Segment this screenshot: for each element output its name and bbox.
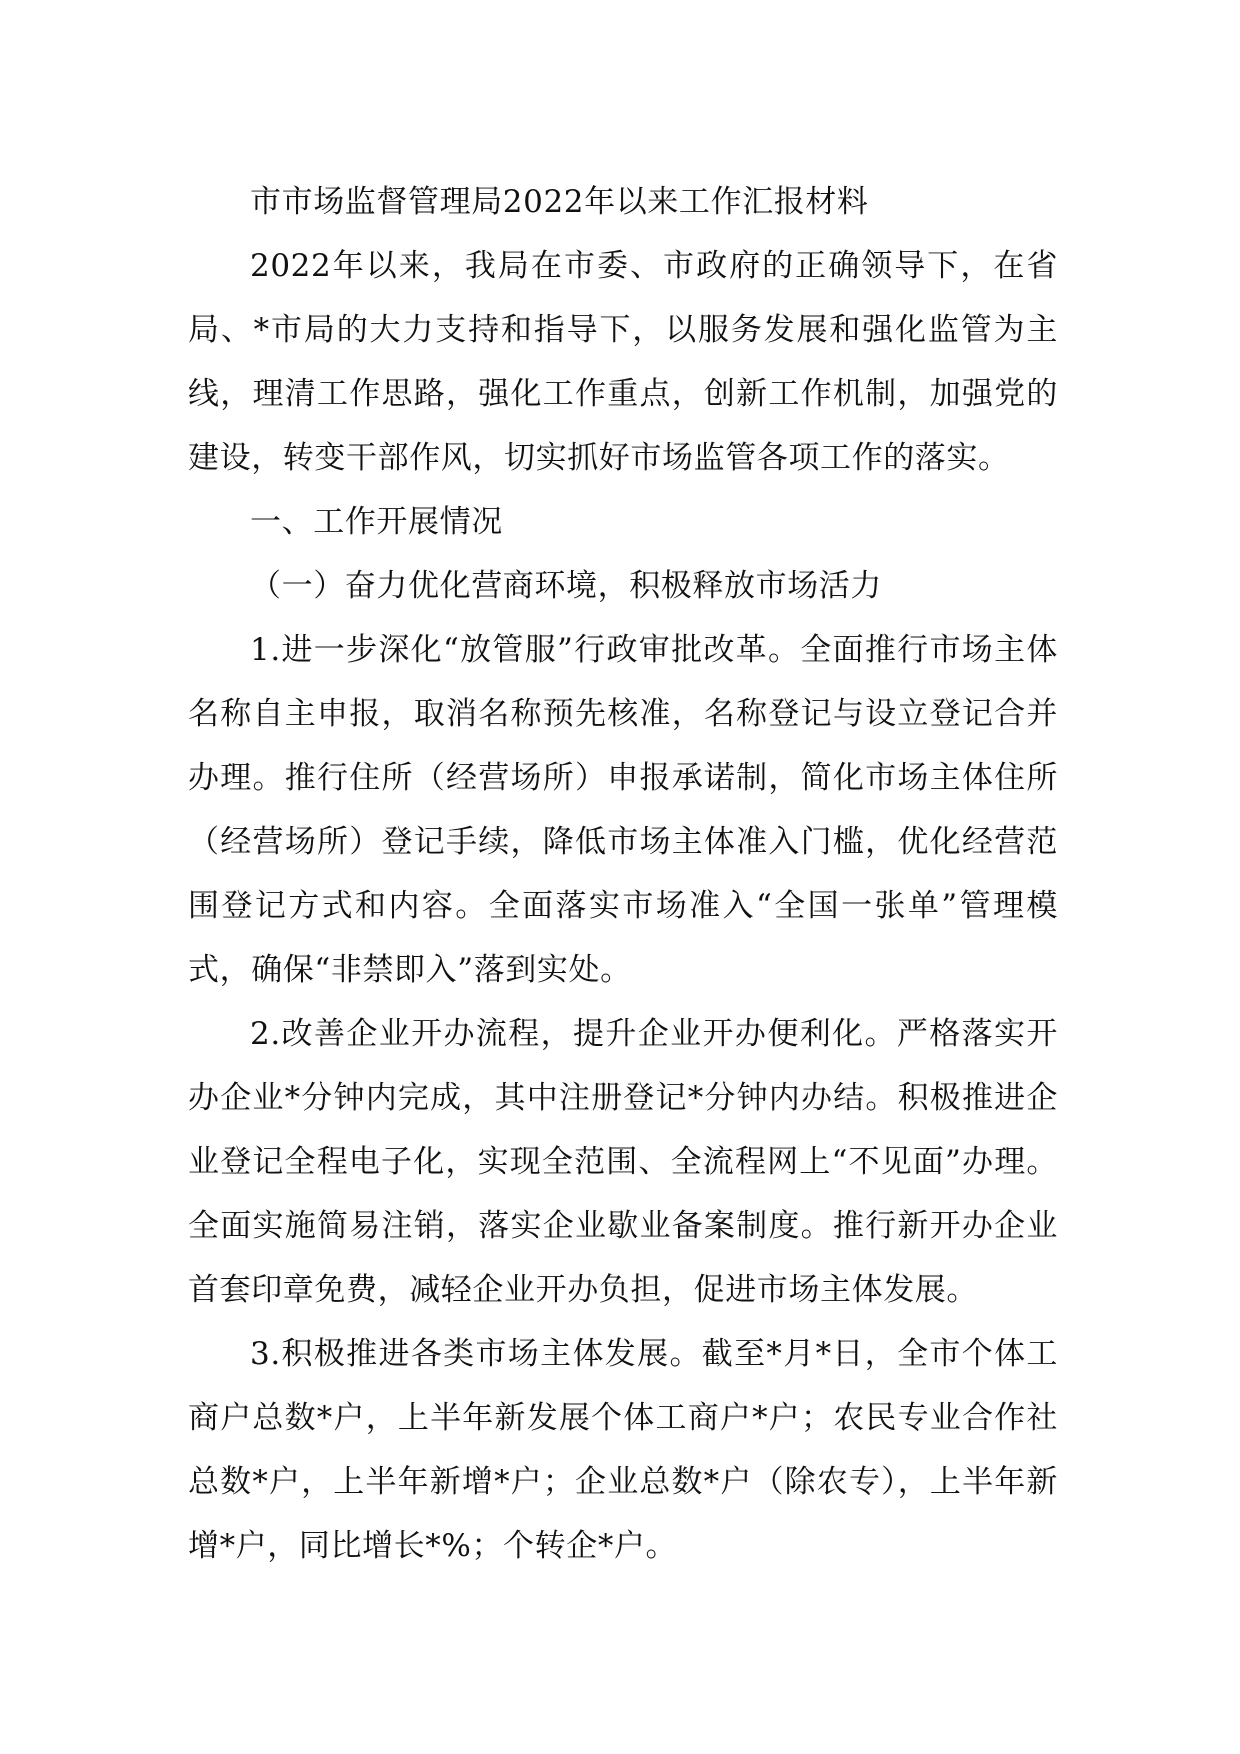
section-heading: 一、工作开展情况 bbox=[250, 504, 503, 540]
document-body bbox=[188, 170, 1058, 1578]
paragraph-item-3: 3.积极推进各类市场主体发展。截至*月*日，全市个体工商户总数*户，上半年新发展个体工商户*户；农民专业合作社总数*户，上半年新增*户；企业总数*户（除农专），上半年新增*户，同比增长*%；个转企*户。 bbox=[188, 1336, 1058, 1564]
paragraph-item-2: 2.改善企业开办流程，提升企业开办便利化。严格落实开办企业*分钟内完成，其中注册登记*分钟内办结。积极推进企业登记全程电子化，实现全范围、全流程网上“不见面”办理。全面实施简易注销，落实企业歇业备案制度。推行新开办企业首套印章免费，减轻企业开办负担，促进市场主体发展。 bbox=[188, 1016, 1058, 1308]
document-title: 市市场监督管理局2022年以来工作汇报材料 bbox=[250, 184, 869, 220]
paragraph-item-1: 1.进一步深化“放管服”行政审批改革。全面推行市场主体名称自主申报，取消名称预先核准，名称登记与设立登记合并办理。推行住所（经营场所）申报承诺制，简化市场主体住所（经营场所）登记手续，降低市场主体准入门槛，优化经营范围登记方式和内容。全面落实市场准入“全国一张单”管理模式，确保“非禁即入”落到实处。 bbox=[188, 632, 1058, 988]
subsection-heading: （一）奋力优化营商环境，积极释放市场活力 bbox=[250, 568, 882, 604]
intro-paragraph: 2022年以来，我局在市委、市政府的正确领导下，在省局、*市局的大力支持和指导下，以服务发展和强化监管为主线，理清工作思路，强化工作重点，创新工作机制，加强党的建设，转变干部作风，切实抓好市场监管各项工作的落实。 bbox=[188, 248, 1058, 476]
